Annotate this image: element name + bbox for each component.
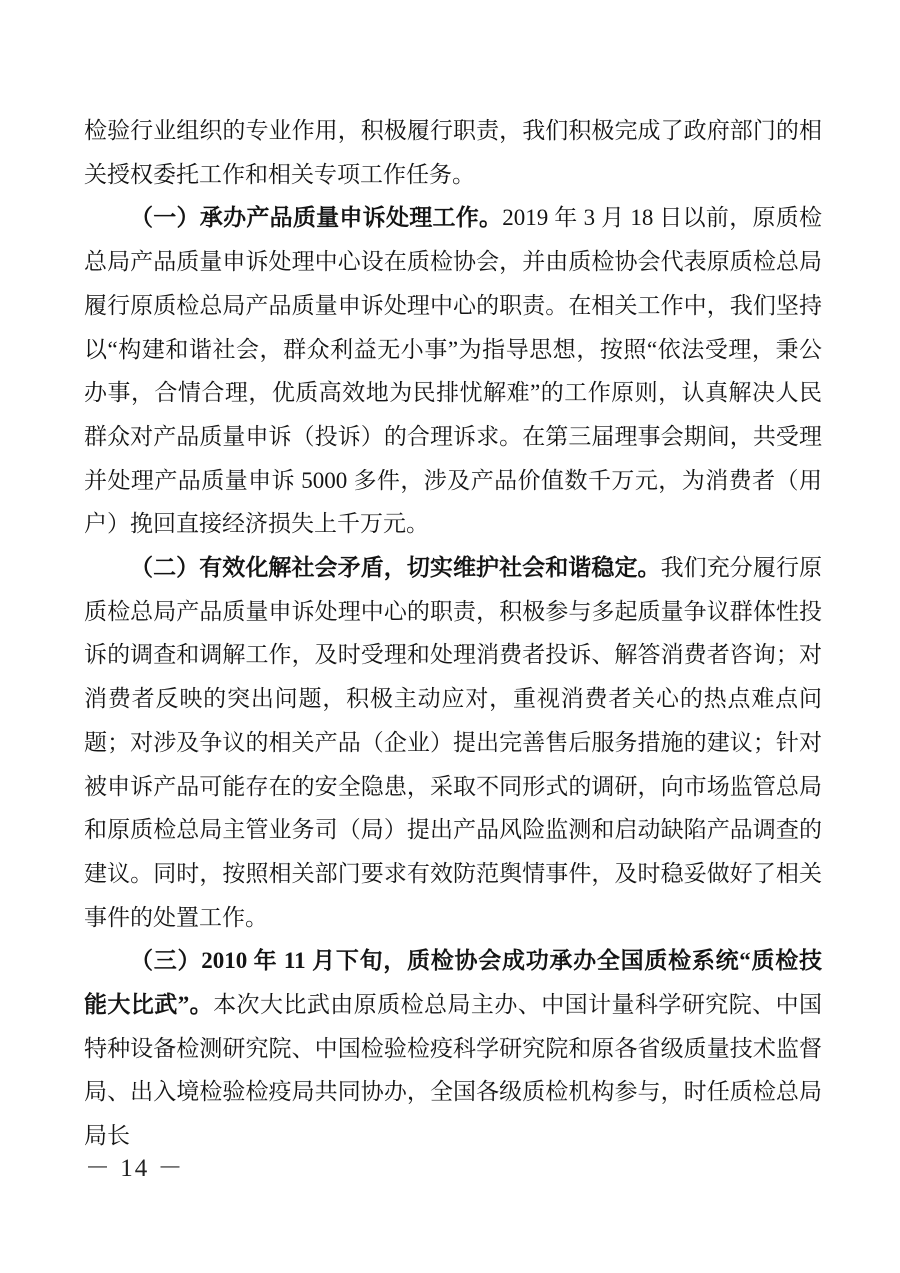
- page-footer: [85, 1148, 185, 1184]
- paragraph: [84, 109, 822, 196]
- paragraph: [84, 546, 822, 939]
- section-heading: （二）有效化解社会矛盾，切实维护社会和谐稳定。: [130, 555, 661, 581]
- section-heading: （一）承办产品质量申诉处理工作。: [130, 205, 503, 231]
- paragraph-text: 我们充分履行原质检总局产品质量申诉处理中心的职责，积极参与多起质量争议群体性投诉的调查和调解工作，及时受理和处理消费者投诉、解答消费者咨询；对消费者反映的突出问题，积极主动应对，重视消费者关心的热点难点问题；对涉及争议的相关产品（企业）提出完善售后服务措施的建议；针对被申诉产品可能存在的安全隐患，采取不同形式的调研，向市场监管总局和原质检总局主管业务司（局）提出产品风险监测和启动缺陷产品调查的建议。同时，按照相关部门要求有效防范舆情事件，及时稳妥做好了相关事件的处置工作。: [84, 555, 823, 930]
- paragraph-text: 检验行业组织的专业作用，积极履行职责，我们积极完成了政府部门的相关授权委托工作和相关专项工作任务。: [84, 118, 822, 187]
- paragraph: [84, 196, 822, 546]
- paragraph-text: 本次大比武由原质检总局主办、中国计量科学研究院、中国特种设备检测研究院、中国检验检疫科学研究院和原各省级质量技术监督局、出入境检验检疫局共同协办，全国各级质检机构参与，时任质检总局局长: [84, 992, 823, 1149]
- section-heading: （三）2010 年 11 月下旬，质检协会成功承办全国质检系统“质检技能大比武”。: [84, 948, 822, 1018]
- paragraph: [84, 939, 822, 1158]
- paragraph-text: 2019 年 3 月 18 日以前，原质检总局产品质量申诉处理中心设在质检协会，并由质检协会代表原质检总局履行原质检总局产品质量申诉处理中心的职责。在相关工作中，我们坚持以“构建和谐社会，群众利益无小事”为指导思想，按照“依法受理，秉公办事，合情合理，优质高效地为民排忧解难”的工作原则，认真解决人民群众对产品质量申诉（投诉）的合理诉求。在第三届理事会期间，共受理并处理产品质量申诉 5000 多件，涉及产品价值数千万元，为消费者（用户）挽回直接经济损失上千万元。: [84, 205, 823, 537]
- document-body: [84, 109, 822, 1158]
- page-number: － 14 －: [85, 1155, 185, 1182]
